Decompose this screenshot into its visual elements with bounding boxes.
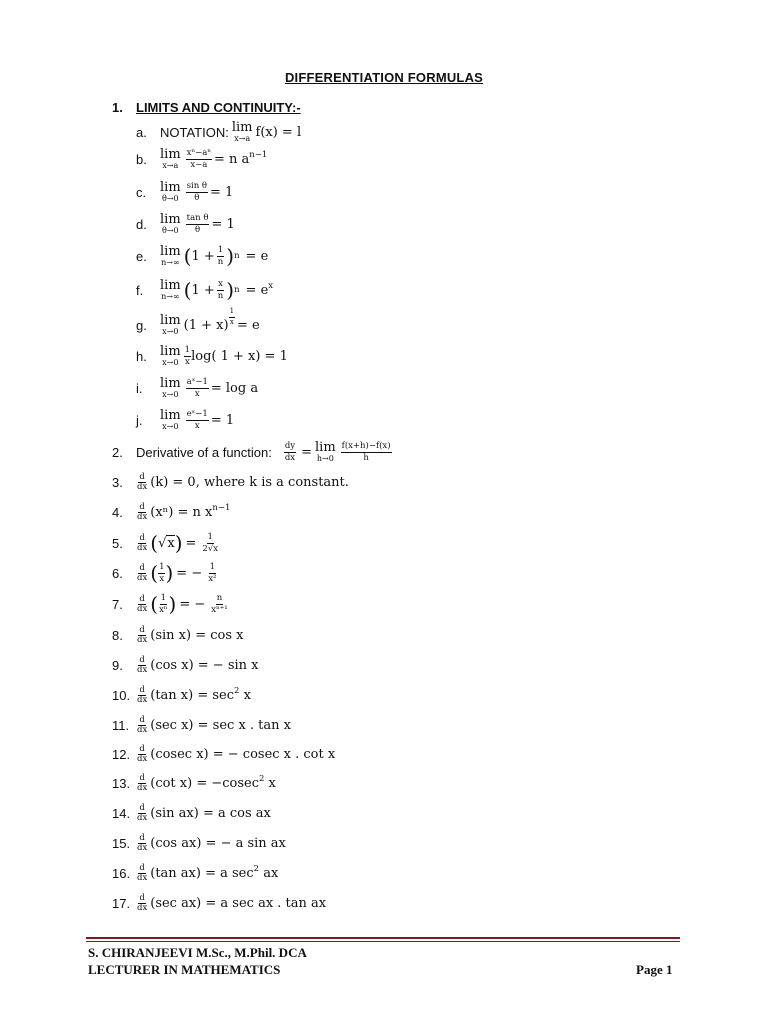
limit-item-e: e. lim n→∞ ( 1 + $\frac{1}{n}$ ) n = e: [136, 244, 269, 268]
fraction: $\frac{\text{sin θ}}{\theta}$: [186, 180, 208, 203]
d-dx-operator: d dx: [137, 594, 148, 614]
fraction: $\frac{\text{xⁿ−aⁿ}}{x-a}$: [186, 147, 211, 170]
fraction: $\frac{1}{\text{xⁿ}}$: [159, 593, 168, 615]
section-number: 1.: [112, 100, 123, 115]
fraction: $\frac{1}{2√x}$: [202, 532, 219, 554]
d-dx-operator: d dx: [137, 803, 148, 823]
d-dx-operator: d dx: [137, 685, 148, 705]
formula-14: 14. d dx (sin ax) = a cos ax: [112, 803, 271, 823]
d-dx-operator: d dx: [137, 625, 148, 645]
limit-operator: lim x→0: [160, 344, 181, 367]
d-dx-operator: d dx: [137, 715, 148, 735]
footer-author: S. CHIRANJEEVI M.Sc., M.Phil. DCA: [88, 945, 307, 960]
limit-item-b: b. lim x→a $\frac{\text{xⁿ−aⁿ}}{x-a}$ = n $a^{n-1}$: [136, 147, 268, 170]
derivative-fraction: $\frac{dy}{dx}$: [284, 440, 296, 463]
fraction: $\frac{1}{n}$: [217, 244, 224, 267]
limit-operator: lim n→∞: [160, 244, 181, 267]
limit-item-c: c. lim θ→0 $\frac{\text{sin θ}}{\theta}$ = 1: [136, 180, 234, 203]
fraction: $\frac{1}{x}$: [184, 344, 191, 367]
limit-operator: lim x→0: [160, 313, 181, 336]
limit-item-j: j. lim x→0 $\frac{\text{eˣ−1}}{x}$ = 1: [136, 408, 235, 431]
d-dx-operator: d dx: [137, 472, 148, 492]
formula-11: 11. d dx (sec x) = sec x . tan x: [112, 715, 291, 735]
limit-operator: lim θ→0: [160, 180, 181, 203]
formula-4: 4. d dx (xⁿ) = n $x^{n-1}$: [112, 502, 231, 522]
formula-10: 10. d dx (tan $x) = \sec^2 x$: [112, 685, 251, 705]
section-heading-row: [112, 100, 301, 115]
d-dx-operator: d dx: [137, 744, 148, 764]
fraction: $\frac{\text{aˣ−1}}{x}$: [186, 376, 208, 399]
fraction: $\frac{\text{tan θ}}{\theta}$: [186, 212, 209, 235]
fraction: $\frac{n}{\text{xⁿ⁺¹}}$: [211, 593, 228, 615]
limit-item-f: f. lim n→∞ ( 1 + $\frac{x}{n}$ ) n = $e^x$: [136, 278, 274, 302]
page-title: DIFFERENTIATION FORMULAS: [284, 70, 484, 85]
d-dx-operator: d dx: [137, 533, 148, 553]
limit-item-g: g. lim x→0 (1 + x) $\frac{1}{x}$ = e: [136, 307, 260, 336]
footer-rule-thin: [86, 941, 680, 942]
limit-item-a: a. NOTATION: lim x→a f(x) = l: [136, 120, 302, 143]
formula-17: 17. d dx (sec ax) = a sec ax . tan ax: [112, 893, 327, 913]
fraction: $\frac{1}{x}$: [159, 562, 165, 584]
limit-item-d: d. lim θ→0 $\frac{\text{tan θ}}{\theta}$ = 1: [136, 212, 235, 235]
footer-rule: [86, 937, 680, 939]
limit-item-i: i. lim x→0 $\frac{\text{aˣ−1}}{x}$ = log a: [136, 376, 259, 399]
fraction: $\frac{\text{eˣ−1}}{x}$: [186, 408, 208, 431]
d-dx-operator: d dx: [137, 833, 148, 853]
formula-13: 13. d dx (cot x) = −cosec$^2$ x: [112, 773, 276, 793]
d-dx-operator: d dx: [137, 502, 148, 522]
formula-5: 5. d dx ( √ x ) = $\frac{1}{2√x}$: [112, 531, 219, 556]
d-dx-operator: d dx: [137, 655, 148, 675]
d-dx-operator: d dx: [137, 773, 148, 793]
section-heading: LIMITS AND CONTINUITY:-: [136, 100, 301, 115]
limit-operator: lim x→0: [160, 408, 181, 431]
limit-operator: lim h→0: [315, 440, 336, 463]
d-dx-operator: d dx: [137, 893, 148, 913]
formula-7: 7. d dx ( $\frac{1}{\text{xⁿ}}$ ) = − $\frac{n}{\text{xⁿ⁺¹}}$: [112, 592, 228, 617]
formula-3: 3. d dx (k) = 0, where k is a constant.: [112, 472, 349, 492]
formula-8: 8. d dx (sin x) = cos x: [112, 625, 244, 645]
d-dx-operator: d dx: [137, 863, 148, 883]
limit-operator: lim x→0: [160, 376, 181, 399]
limit-operator: lim x→a: [231, 120, 253, 143]
fraction: $\frac{1}{\text{x²}}$: [208, 562, 217, 584]
footer-page-number: Page 1: [636, 962, 673, 977]
formula-15: 15. d dx (cos ax) = − a sin ax: [112, 833, 286, 853]
limit-operator: lim n→∞: [160, 278, 181, 301]
formula-9: 9. d dx (cos x) = − sin x: [112, 655, 259, 675]
exponent-fraction: $\frac{1}{x}$: [229, 307, 235, 326]
formula-2: 2. Derivative of a function: $\frac{dy}{dx}$ = lim h→0 $\frac{f(x+h)-f(x)}{h}$: [112, 440, 391, 463]
footer-position: LECTURER IN MATHEMATICS: [88, 962, 281, 977]
limit-operator: lim x→a: [160, 147, 181, 170]
fraction: $\frac{f(x+h)-f(x)}{h}$: [341, 440, 391, 463]
limit-item-h: h. lim x→0 $\frac{1}{x}$ log( 1 + x) = 1: [136, 344, 288, 367]
d-dx-operator: d dx: [137, 563, 148, 583]
fraction: $\frac{x}{n}$: [217, 278, 224, 301]
limit-operator: lim θ→0: [160, 212, 181, 235]
formula-16: 16. d dx (tan ax) = a $\sec^2$ ax: [112, 863, 279, 883]
formula-6: 6. d dx ( $\frac{1}{x}$ ) = − $\frac{1}{\text{x²}}$: [112, 561, 217, 586]
formula-12: 12. d dx (cosec x) = − cosec x . cot x: [112, 744, 336, 764]
